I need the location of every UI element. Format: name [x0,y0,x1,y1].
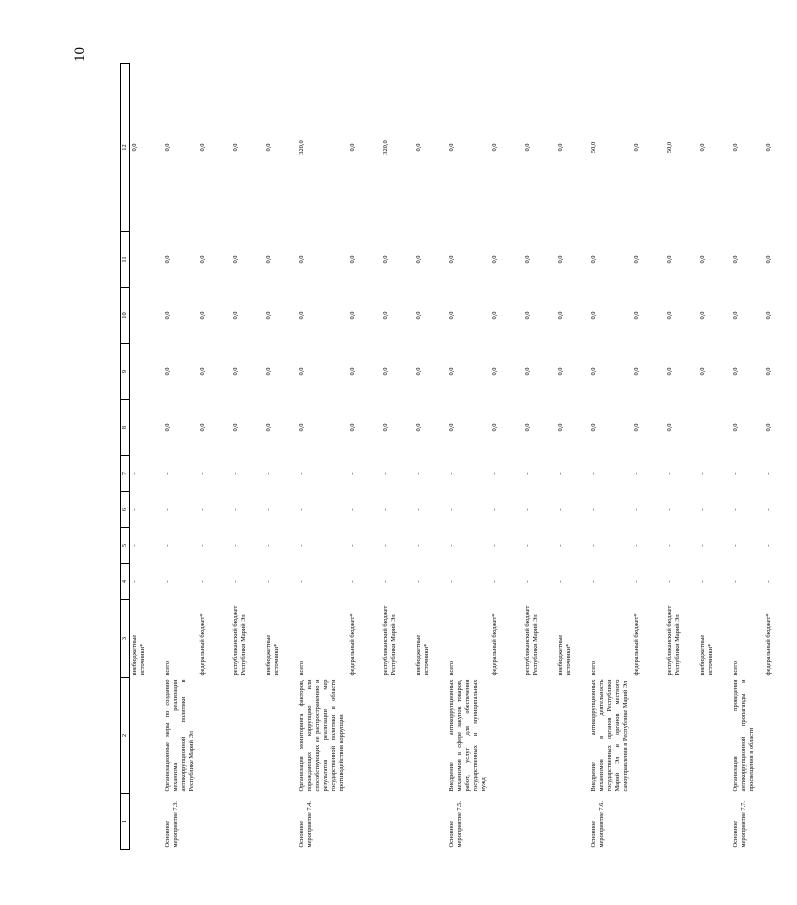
table-row [731,64,764,850]
value-cell-col-5: - [265,544,272,547]
value-cell-col-11: 0,0 [765,255,772,264]
table-row [198,64,231,850]
value-cell-col-6: - [298,508,305,511]
column-number-12: 12 [121,64,130,232]
value-cell-col-12: 50,0 [590,141,597,154]
value-cell-col-5: - [524,544,531,547]
value-cell-col-9: 0,0 [265,367,272,376]
value-cell-col-12: 50,0 [666,141,673,154]
value-cell-col-12: 0,0 [232,143,239,152]
value-cell-col-9: 0,0 [524,367,531,376]
table-row [297,64,348,850]
funding-source-cell: федеральный бюджет* [349,613,356,676]
table-row [589,64,632,850]
value-cell-col-6: - [491,508,498,511]
value-cell-col-5: - [765,544,772,547]
value-cell-col-12: 0,0 [199,143,206,152]
value-cell-col-11: 0,0 [666,255,673,264]
funding-source-cell: внебюджетные источники* [131,634,146,676]
value-cell-col-9: 0,0 [732,367,739,376]
value-cell-col-4: - [265,580,272,583]
description-cell [556,678,589,794]
activity-cell [231,794,264,850]
value-cell-col-6: - [524,508,531,511]
activity-cell [264,794,297,850]
value-cell-col-8: 0,0 [765,423,772,432]
value-cell-col-10: 0,0 [666,311,673,320]
value-cell-col-12: 0,0 [164,143,171,152]
value-cell-col-7: - [666,472,673,475]
value-cell-col-4: - [699,580,706,583]
description-cell [490,678,523,794]
value-cell-col-6: - [732,508,739,511]
funding-source-cell: всего [732,661,739,676]
value-cell-col-7: - [590,472,597,475]
value-cell-col-12: 0,0 [633,143,640,152]
funding-source-cell: внебюджетные источники* [415,634,430,676]
value-cell-col-9: 0,0 [765,367,772,376]
table-row [523,64,556,850]
value-cell-col-7: - [448,472,455,475]
value-cell-col-8: 0,0 [732,423,739,432]
value-cell-col-6: - [131,508,138,511]
activity-cell [490,794,523,850]
description-cell [764,678,797,794]
table-row [665,64,698,850]
value-cell-col-12: 0,0 [265,143,272,152]
funding-source-cell: республиканский бюджет Республики Марий Эл [666,605,681,676]
value-cell-col-4: - [590,580,597,583]
value-cell-col-6: - [164,508,171,511]
value-cell-col-7: - [633,472,640,475]
value-cell-col-8: 0,0 [491,423,498,432]
funding-source-cell: федеральный бюджет* [199,613,206,676]
funding-source-cell: федеральный бюджет* [633,613,640,676]
value-cell-col-6: - [382,508,389,511]
column-number-9: 9 [121,344,130,400]
activity-cell [632,794,665,850]
activity-cell [198,794,231,850]
funding-source-cell: внебюджетные источники* [557,634,572,676]
table-row [348,64,381,850]
value-cell-col-10: 0,0 [491,311,498,320]
value-cell-col-12: 0,0 [448,143,455,152]
funding-source-cell: республиканский бюджет Республики Марий Эл [382,605,397,676]
value-cell-col-6: - [666,508,673,511]
value-cell-col-7: - [131,472,138,475]
value-cell-col-10: 0,0 [232,311,239,320]
value-cell-col-9: 0,0 [590,367,597,376]
value-cell-col-12: 0,0 [732,143,739,152]
budget-table-container [120,68,772,850]
value-cell-col-10: 0,0 [164,311,171,320]
table-row [632,64,665,850]
description-cell: Организация мониторинга факторов, порождающих коррупцию или способствующих ее распространению и результатов реализации мер государственной политики в области противодействия коррупции [298,679,345,792]
column-number-3: 3 [121,600,130,678]
value-cell-col-11: 0,0 [557,255,564,264]
table-row [556,64,589,850]
value-cell-col-8: 0,0 [265,423,272,432]
value-cell-col-9: 0,0 [491,367,498,376]
value-cell-col-12: 0,0 [699,143,706,152]
description-cell [264,678,297,794]
column-number-6: 6 [121,492,130,528]
funding-source-cell: всего [164,661,171,676]
table-row [381,64,414,850]
value-cell-col-12: 0,0 [524,143,531,152]
value-cell-col-6: - [699,508,706,511]
value-cell-col-4: - [199,580,206,583]
table-body [130,64,797,850]
value-cell-col-12: 0,0 [557,143,564,152]
activity-cell: Основное мероприятие 7.5. [448,801,463,848]
description-cell: Внедрение антикоррупционных механизмов в деятельность государственных органов Республики Марий Эл и органов местного самоуправления в Республике Марий Эл [590,679,629,792]
value-cell-col-6: - [765,508,772,511]
activity-cell: Основное мероприятие 7.7. [732,801,747,848]
description-cell [665,678,698,794]
funding-source-cell: внебюджетные источники* [265,634,280,676]
value-cell-col-7: - [491,472,498,475]
value-cell-col-7: - [298,472,305,475]
value-cell-col-11: 0,0 [232,255,239,264]
value-cell-col-8: 0,0 [164,423,171,432]
value-cell-col-10: 0,0 [349,311,356,320]
value-cell-col-12: 0,0 [349,143,356,152]
value-cell-col-7: - [765,472,772,475]
column-number-1: 1 [121,794,130,850]
description-cell [130,678,164,794]
value-cell-col-8 [698,400,731,456]
column-number-row [121,64,130,850]
activity-cell [764,794,797,850]
value-cell-col-4: - [666,580,673,583]
activity-cell [698,794,731,850]
value-cell-col-9: 0,0 [633,367,640,376]
value-cell-col-9: 0,0 [382,367,389,376]
description-cell: Организация проведения антикоррупционной пропаганды и просвещения в области [732,679,755,792]
value-cell-col-4: - [633,580,640,583]
value-cell-col-5: - [131,544,138,547]
value-cell-col-8: 0,0 [232,423,239,432]
description-cell [523,678,556,794]
value-cell-col-4: - [765,580,772,583]
value-cell-col-4: - [415,580,422,583]
table-row [264,64,297,850]
description-cell [381,678,414,794]
value-cell-col-8 [130,400,164,456]
value-cell-col-5: - [732,544,739,547]
funding-source-cell: всего [448,661,455,676]
value-cell-col-4: - [557,580,564,583]
value-cell-col-9: 0,0 [232,367,239,376]
activity-cell: Основное мероприятие 7.6. [590,801,605,848]
value-cell-col-6: - [590,508,597,511]
value-cell-col-12: 0,0 [765,143,772,152]
column-number-8: 8 [121,400,130,456]
value-cell-col-5: - [415,544,422,547]
value-cell-col-11 [130,232,164,288]
value-cell-col-6: - [557,508,564,511]
value-cell-col-11: 0,0 [349,255,356,264]
description-cell [231,678,264,794]
table-row [163,64,198,850]
table-row [231,64,264,850]
value-cell-col-9: 0,0 [349,367,356,376]
column-number-7: 7 [121,456,130,492]
activity-cell [381,794,414,850]
value-cell-col-5: - [699,544,706,547]
activity-cell [523,794,556,850]
description-cell: Внедрение антикоррупционных механизмов в сфере закупок товаров, работ, услуг для обеспечения государственных и муниципальных нужд [448,679,487,792]
value-cell-col-8: 0,0 [382,423,389,432]
value-cell-col-10: 0,0 [699,311,706,320]
value-cell-col-10: 0,0 [732,311,739,320]
value-cell-col-11: 0,0 [491,255,498,264]
value-cell-col-9: 0,0 [666,367,673,376]
description-cell [198,678,231,794]
value-cell-col-9: 0,0 [415,367,422,376]
value-cell-col-4: - [131,580,138,583]
value-cell-col-10: 0,0 [298,311,305,320]
value-cell-col-11: 0,0 [448,255,455,264]
description-cell [698,678,731,794]
column-number-2: 2 [121,678,130,794]
value-cell-col-5: - [590,544,597,547]
value-cell-col-5: - [199,544,206,547]
value-cell-col-12: 0,0 [491,143,498,152]
funding-source-cell: всего [298,661,305,676]
funding-source-cell: всего [590,661,597,676]
value-cell-col-7: - [415,472,422,475]
value-cell-col-7: - [265,472,272,475]
value-cell-col-10: 0,0 [199,311,206,320]
description-cell [348,678,381,794]
value-cell-col-9: 0,0 [448,367,455,376]
value-cell-col-9: 0,0 [699,367,706,376]
value-cell-col-5: - [557,544,564,547]
budget-table [120,63,797,850]
activity-cell: Основное мероприятие 7.3. [164,801,179,848]
value-cell-col-4: - [491,580,498,583]
value-cell-col-9: 0,0 [164,367,171,376]
table-row [414,64,447,850]
value-cell-col-5: - [232,544,239,547]
value-cell-col-7: - [199,472,206,475]
value-cell-col-5: - [633,544,640,547]
value-cell-col-7: - [732,472,739,475]
value-cell-col-7: - [524,472,531,475]
value-cell-col-11: 0,0 [415,255,422,264]
page-number: 10 [72,47,88,62]
value-cell-col-9: 0,0 [298,367,305,376]
value-cell-col-11: 0,0 [382,255,389,264]
description-cell [414,678,447,794]
value-cell-col-7: - [232,472,239,475]
value-cell-col-5: - [666,544,673,547]
value-cell-col-7: - [557,472,564,475]
value-cell-col-8: 0,0 [199,423,206,432]
value-cell-col-6: - [633,508,640,511]
value-cell-col-10: 0,0 [415,311,422,320]
value-cell-col-6: - [448,508,455,511]
value-cell-col-8: 0,0 [415,423,422,432]
value-cell-col-7: - [164,472,171,475]
funding-source-cell: республиканский бюджет Республики Марий Эл [232,605,247,676]
value-cell-col-10: 0,0 [524,311,531,320]
value-cell-col-4: - [164,580,171,583]
column-number-11: 11 [121,232,130,288]
value-cell-col-11: 0,0 [524,255,531,264]
table-row [698,64,731,850]
activity-cell [348,794,381,850]
value-cell-col-9: 0,0 [199,367,206,376]
column-number-4: 4 [121,564,130,600]
value-cell-col-6: - [349,508,356,511]
value-cell-col-11: 0,0 [164,255,171,264]
value-cell-col-5: - [349,544,356,547]
value-cell-col-11: 0,0 [265,255,272,264]
value-cell-col-6: - [265,508,272,511]
table-row [490,64,523,850]
funding-source-cell: внебюджетные источники* [699,634,714,676]
value-cell-col-5: - [298,544,305,547]
value-cell-col-8: 0,0 [448,423,455,432]
description-cell: Организационные меры по созданию механизма реализации антикоррупционной политики в Республике Марий Эл [164,679,195,792]
value-cell-col-8: 0,0 [633,423,640,432]
value-cell-col-9 [130,344,164,400]
value-cell-col-12: 320,0 [382,140,389,155]
value-cell-col-10: 0,0 [765,311,772,320]
value-cell-col-6: - [415,508,422,511]
funding-source-cell: федеральный бюджет* [765,613,772,676]
value-cell-col-8: 0,0 [590,423,597,432]
value-cell-col-5: - [164,544,171,547]
value-cell-col-12: 0,0 [415,143,422,152]
value-cell-col-10: 0,0 [590,311,597,320]
activity-cell [556,794,589,850]
value-cell-col-4: - [298,580,305,583]
value-cell-col-10 [130,288,164,344]
value-cell-col-11: 0,0 [699,255,706,264]
value-cell-col-10: 0,0 [557,311,564,320]
value-cell-col-11: 0,0 [633,255,640,264]
value-cell-col-7: - [349,472,356,475]
value-cell-col-4: - [232,580,239,583]
value-cell-col-7: - [382,472,389,475]
value-cell-col-10: 0,0 [382,311,389,320]
value-cell-col-11: 0,0 [590,255,597,264]
activity-cell [414,794,447,850]
value-cell-col-4: - [732,580,739,583]
value-cell-col-11: 0,0 [199,255,206,264]
value-cell-col-8: 0,0 [524,423,531,432]
value-cell-col-5: - [491,544,498,547]
value-cell-col-8: 0,0 [557,423,564,432]
value-cell-col-9: 0,0 [557,367,564,376]
value-cell-col-8: 0,0 [666,423,673,432]
value-cell-col-10: 0,0 [265,311,272,320]
value-cell-col-4: - [524,580,531,583]
activity-cell: Основное мероприятие 7.4. [298,801,313,848]
value-cell-col-10: 0,0 [448,311,455,320]
description-cell [632,678,665,794]
value-cell-col-8: 0,0 [298,423,305,432]
table-row [130,64,164,850]
value-cell-col-8: 0,0 [349,423,356,432]
value-cell-col-11: 0,0 [732,255,739,264]
value-cell-col-4: - [448,580,455,583]
column-number-10: 10 [121,288,130,344]
value-cell-col-5: - [382,544,389,547]
table-row [764,64,797,850]
activity-cell [665,794,698,850]
funding-source-cell: федеральный бюджет* [491,613,498,676]
value-cell-col-5: - [448,544,455,547]
value-cell-col-12: 320,0 [298,140,305,155]
activity-cell [130,794,164,850]
funding-source-cell: республиканский бюджет Республики Марий Эл [524,605,539,676]
value-cell-col-6: - [199,508,206,511]
column-number-5: 5 [121,528,130,564]
value-cell-col-4: - [349,580,356,583]
value-cell-col-7: - [699,472,706,475]
value-cell-col-4: - [382,580,389,583]
value-cell-col-10: 0,0 [633,311,640,320]
table-row [447,64,490,850]
value-cell-col-11: 0,0 [298,255,305,264]
value-cell-col-6: - [232,508,239,511]
value-cell-col-12: 0,0 [131,143,138,152]
